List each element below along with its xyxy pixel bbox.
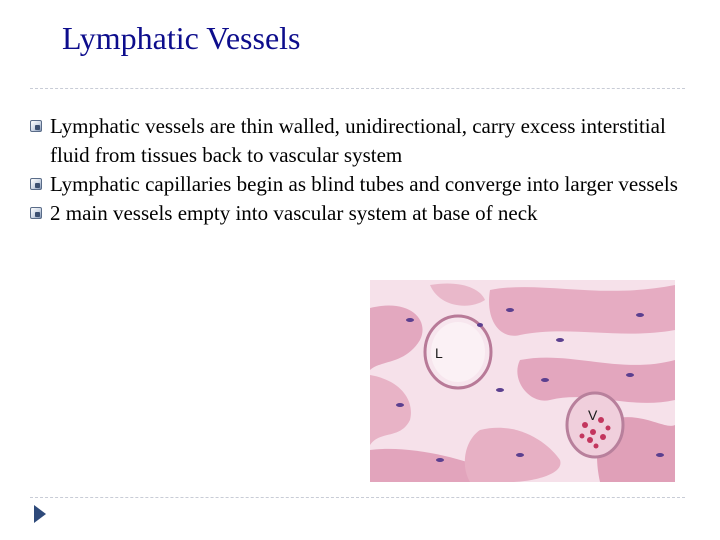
bullet-item (30, 112, 690, 170)
title-divider (30, 88, 685, 89)
footer-divider (30, 497, 685, 498)
square-bullet-icon (30, 207, 42, 219)
square-bullet-icon (30, 120, 42, 132)
bullet-item (30, 170, 690, 199)
bullet-text: Lymphatic capillaries begin as blind tubes and converge into larger vessels (50, 172, 678, 196)
square-bullet-icon (30, 178, 42, 190)
lymphatic-label: L (435, 345, 443, 361)
histology-micrograph (370, 280, 675, 482)
bullet-text: Lymphatic vessels are thin walled, unidirectional, carry excess interstitial fluid from tissues back to vascular system (50, 114, 666, 167)
slide-title: Lymphatic Vessels (62, 20, 301, 56)
bullet-item (30, 199, 690, 228)
bullet-text: 2 main vessels empty into vascular system at base of neck (50, 201, 538, 225)
next-slide-arrow-icon[interactable] (33, 504, 47, 524)
vein-label: V (588, 407, 598, 423)
bullet-list (30, 112, 690, 228)
